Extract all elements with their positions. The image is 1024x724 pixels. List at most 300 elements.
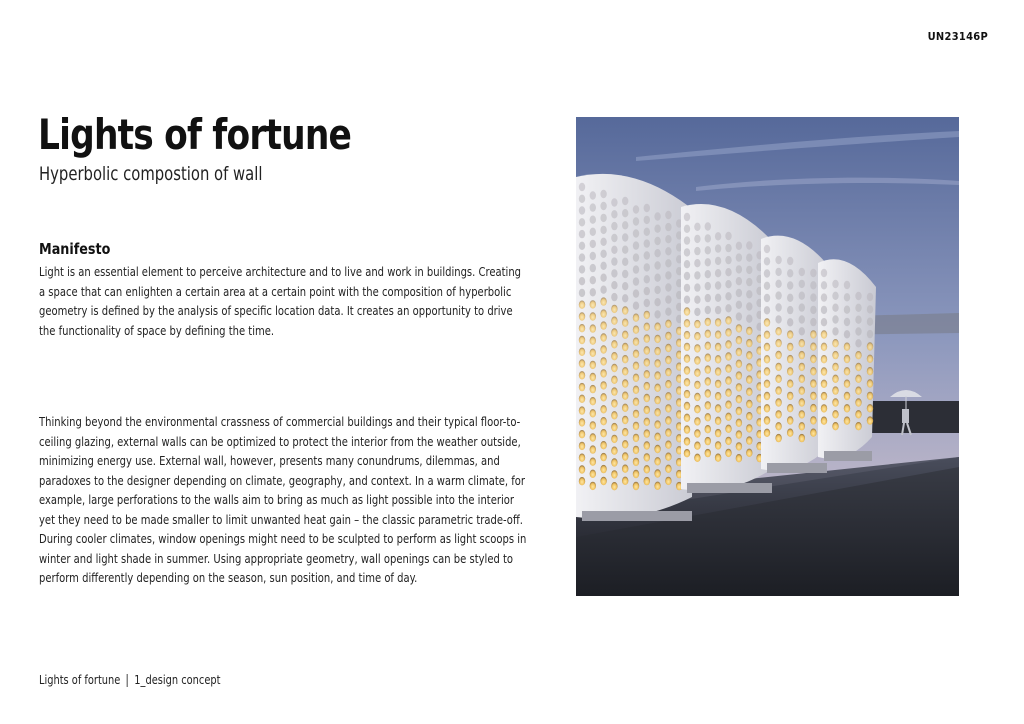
wall-base <box>767 463 827 473</box>
wall-perforation <box>764 367 770 375</box>
wall-perforation <box>775 327 781 335</box>
wall-perforation <box>579 465 585 473</box>
wall-perforation <box>633 314 639 322</box>
wall-perforation <box>654 347 660 355</box>
wall-perforation <box>684 296 690 304</box>
manifesto-paragraph-2: Thinking beyond the environmental crassness of commercial buildings and their typical floor-to-ceiling glazing, external walls can be optimized to protect the interior from the weather outside, minimizing energy use. External wall, however, presents many conundrums, dilemmas, and paradoxes to the designer depending on climate, geography, and context. In a warm climate, for example, large perforations to the walls aim to bring as much as light possible into the interior yet they need to be made smaller to limit unwanted heat gain – the classic parametric trade-off. During cooler climates, window openings might need to be sculpted to perform as light scoops in winter and light shade in summer. Using appropriate geometry, wall openings can be styled to perform differently depending on the season, sun position, and time of day. <box>39 414 527 585</box>
wall-perforation <box>611 447 617 455</box>
wall-perforation <box>810 306 816 314</box>
wall-perforation <box>705 342 711 350</box>
wall-perforation <box>600 238 606 246</box>
wall-perforation <box>715 281 721 289</box>
wall-perforation <box>764 416 770 424</box>
wall-perforation <box>746 449 752 457</box>
wall-perforation <box>855 375 861 383</box>
wall-perforation <box>644 477 650 485</box>
wall-perforation <box>694 393 700 401</box>
wall-perforation <box>705 282 711 290</box>
wall-perforation <box>590 397 596 405</box>
wall-perforation <box>787 318 793 326</box>
wall-perforation <box>844 355 850 363</box>
wall-perforation <box>705 425 711 433</box>
wall-perforation <box>684 355 690 363</box>
wall-perforation <box>810 367 816 375</box>
wall-perforation <box>665 441 671 449</box>
wall-perforation <box>821 404 827 412</box>
wall-perforation <box>579 324 585 332</box>
wall-perforation <box>684 366 690 374</box>
wall-perforation <box>775 280 781 288</box>
wall-perforation <box>644 406 650 414</box>
wall-perforation <box>579 418 585 426</box>
wall-perforation <box>787 392 793 400</box>
wall-perforation <box>746 424 752 432</box>
wall-perforation <box>622 197 628 205</box>
wall-perforation <box>590 337 596 345</box>
wall-perforation <box>611 210 617 218</box>
wall-perforation <box>799 434 805 442</box>
wall-perforation <box>775 398 781 406</box>
footer-section-name: 1_design concept <box>134 673 221 687</box>
wall-perforation <box>775 363 781 371</box>
wall-perforation <box>736 360 742 368</box>
wall-perforation <box>684 437 690 445</box>
wall-perforation <box>654 212 660 220</box>
wall-perforation <box>644 275 650 283</box>
wall-perforation <box>633 289 639 297</box>
wall-perforation <box>867 305 873 313</box>
wall-perforation <box>736 383 742 391</box>
wall-perforation <box>832 398 838 406</box>
wall-perforation <box>715 318 721 326</box>
wall-perforation <box>821 269 827 277</box>
wall-perforation <box>622 282 628 290</box>
wall-perforation <box>775 303 781 311</box>
wall-perforation <box>725 292 731 300</box>
wall-perforation <box>665 404 671 412</box>
wall-perforation <box>799 422 805 430</box>
wall-perforation <box>600 202 606 210</box>
wall-perforation <box>746 302 752 310</box>
wall-perforation <box>705 234 711 242</box>
wall-perforation <box>590 228 596 236</box>
wall-perforation <box>799 398 805 406</box>
wall-perforation <box>844 417 850 425</box>
wall-perforation <box>600 333 606 341</box>
wall-perforation <box>654 408 660 416</box>
wall-perforation <box>694 405 700 413</box>
wall-perforation <box>611 387 617 395</box>
wall-perforation <box>799 375 805 383</box>
wall-perforation <box>855 339 861 347</box>
wall-perforation <box>590 216 596 224</box>
wall-perforation <box>746 363 752 371</box>
wall-perforation <box>579 277 585 285</box>
wall-perforation <box>867 379 873 387</box>
wall-perforation <box>611 399 617 407</box>
wall-perforation <box>654 310 660 318</box>
wall-perforation <box>611 234 617 242</box>
wall-perforation <box>611 423 617 431</box>
wall-perforation <box>633 253 639 261</box>
wall-perforation <box>832 292 838 300</box>
wall-perforation <box>694 332 700 340</box>
wall-perforation <box>821 417 827 425</box>
wall-perforation <box>725 244 731 252</box>
wall-perforation <box>622 319 628 327</box>
wall-perforation <box>633 302 639 310</box>
wall-perforation <box>705 258 711 266</box>
wall-perforation <box>622 465 628 473</box>
wall-perforation <box>694 308 700 316</box>
wall-perforation <box>725 304 731 312</box>
wall-perforation <box>764 355 770 363</box>
wall-perforation <box>715 429 721 437</box>
wall-perforation <box>844 343 850 351</box>
wall-perforation <box>611 222 617 230</box>
wall-perforation <box>787 380 793 388</box>
wall-perforation <box>705 246 711 254</box>
wall-perforation <box>764 245 770 253</box>
wall-perforation <box>654 249 660 257</box>
wall-perforation <box>665 271 671 279</box>
wall-perforation <box>622 440 628 448</box>
wall-perforation <box>654 323 660 331</box>
wall-perforation <box>665 428 671 436</box>
wall-perforation <box>590 421 596 429</box>
wall-perforation <box>684 390 690 398</box>
wall-perforation <box>633 386 639 394</box>
wall-perforation <box>654 371 660 379</box>
wall-perforation <box>725 352 731 360</box>
wall-perforation <box>579 242 585 250</box>
wall-perforation <box>590 445 596 453</box>
wall-perforation <box>715 269 721 277</box>
wall-perforation <box>665 247 671 255</box>
wall-perforation <box>715 331 721 339</box>
wall-perforation <box>775 422 781 430</box>
wall-perforation <box>600 465 606 473</box>
wall-perforation <box>622 209 628 217</box>
wall-perforation <box>844 281 850 289</box>
wall-perforation <box>810 269 816 277</box>
wall-perforation <box>787 416 793 424</box>
wall-perforation <box>684 319 690 327</box>
wall-perforation <box>611 411 617 419</box>
wall-perforation <box>746 290 752 298</box>
wall-perforation <box>787 367 793 375</box>
wall-perforation <box>746 278 752 286</box>
wall-base <box>824 451 872 461</box>
wall-perforation <box>787 343 793 351</box>
wall-perforation <box>622 428 628 436</box>
wall-perforation <box>622 367 628 375</box>
wall-perforation <box>611 246 617 254</box>
wall-perforation <box>665 308 671 316</box>
wall-perforation <box>590 264 596 272</box>
wall-perforation <box>622 416 628 424</box>
wall-perforation <box>725 340 731 348</box>
wall-perforation <box>633 434 639 442</box>
footer-divider <box>127 674 128 687</box>
wall-perforation <box>799 351 805 359</box>
wall-perforation <box>821 330 827 338</box>
wall-perforation <box>799 387 805 395</box>
wall-perforation <box>855 351 861 359</box>
wall-perforation <box>654 482 660 490</box>
wall-perforation <box>611 352 617 360</box>
wall-perforation <box>810 404 816 412</box>
wall-perforation <box>633 446 639 454</box>
page-subtitle: Hyperbolic compostion of wall <box>39 163 263 185</box>
wall-perforation <box>736 336 742 344</box>
wall-perforation <box>665 283 671 291</box>
wall-perforation <box>611 293 617 301</box>
wall-perforation <box>810 379 816 387</box>
wall-perforation <box>736 371 742 379</box>
wall-perforation <box>633 398 639 406</box>
wall-perforation <box>633 350 639 358</box>
wall-perforation <box>725 268 731 276</box>
wall-perforation <box>665 235 671 243</box>
wall-perforation <box>821 293 827 301</box>
wall-perforation <box>810 429 816 437</box>
wall-perforation <box>705 401 711 409</box>
wall-perforation <box>799 315 805 323</box>
wall-perforation <box>821 281 827 289</box>
wall-perforation <box>775 351 781 359</box>
wall-perforation <box>694 454 700 462</box>
wall-perforation <box>725 449 731 457</box>
wall-perforation <box>725 280 731 288</box>
wall-perforation <box>715 232 721 240</box>
wall-perforation <box>855 363 861 371</box>
wall-perforation <box>611 482 617 490</box>
wall-perforation <box>705 449 711 457</box>
wall-perforation <box>590 458 596 466</box>
wall-perforation <box>622 343 628 351</box>
wall-perforation <box>590 324 596 332</box>
wall-perforation <box>600 286 606 294</box>
wall-perforation <box>684 378 690 386</box>
wall-perforation <box>775 268 781 276</box>
wall-perforation <box>844 367 850 375</box>
wall-perforation <box>611 269 617 277</box>
wall-perforation <box>600 309 606 317</box>
wall-perforation <box>665 259 671 267</box>
wall-perforation <box>684 225 690 233</box>
wall-perforation <box>644 453 650 461</box>
wall-perforation <box>844 404 850 412</box>
wall-perforation <box>736 301 742 309</box>
wall-perforation <box>600 321 606 329</box>
wall-perforation <box>665 392 671 400</box>
wall-perforation <box>644 251 650 259</box>
wall-perforation <box>746 388 752 396</box>
wall-perforation <box>654 457 660 465</box>
wall-perforation <box>622 270 628 278</box>
wall-perforation <box>633 362 639 370</box>
wall-perforation <box>579 183 585 191</box>
wall-perforation <box>644 299 650 307</box>
hero-rendering-image <box>576 117 959 596</box>
wall-perforation <box>633 265 639 273</box>
wall-perforation <box>590 482 596 490</box>
wall-perforation <box>715 244 721 252</box>
wall-perforation <box>579 218 585 226</box>
wall-perforation <box>787 257 793 265</box>
wall-perforation <box>694 356 700 364</box>
wall-perforation <box>855 316 861 324</box>
wall-perforation <box>694 369 700 377</box>
wall-perforation <box>644 311 650 319</box>
wall-perforation <box>579 454 585 462</box>
wall-perforation <box>810 355 816 363</box>
page-title: Lights of fortune <box>38 110 352 159</box>
wall-perforation <box>579 301 585 309</box>
wall-perforation <box>725 401 731 409</box>
wall-perforation <box>622 355 628 363</box>
wall-perforation <box>684 213 690 221</box>
wall-perforation <box>736 312 742 320</box>
wall-perforation <box>665 320 671 328</box>
wall-perforation <box>715 417 721 425</box>
wall-perforation <box>654 469 660 477</box>
wall-perforation <box>715 380 721 388</box>
wall-perforation <box>844 318 850 326</box>
wall-perforation <box>579 430 585 438</box>
wall-perforation <box>590 252 596 260</box>
wall-perforation <box>611 305 617 313</box>
wall-perforation <box>579 253 585 261</box>
wall-perforation <box>867 330 873 338</box>
wall-perforation <box>832 422 838 430</box>
wall-perforation <box>736 395 742 403</box>
wall-perforation <box>736 430 742 438</box>
wall-perforation <box>644 334 650 342</box>
wall-perforation <box>622 331 628 339</box>
wall-perforation <box>633 470 639 478</box>
wall-perforation <box>832 410 838 418</box>
wall-perforation <box>746 315 752 323</box>
project-code: UN23146P <box>927 30 988 43</box>
wall-perforation <box>611 198 617 206</box>
wall-perforation <box>705 389 711 397</box>
wall-perforation <box>725 425 731 433</box>
wall-perforation <box>684 248 690 256</box>
wall-perforation <box>764 294 770 302</box>
wall-base <box>687 483 772 493</box>
wall-perforation <box>600 190 606 198</box>
wall-perforation <box>855 410 861 418</box>
wall-perforation <box>855 292 861 300</box>
wall-perforation <box>600 345 606 353</box>
wall-perforation <box>736 289 742 297</box>
wall-perforation <box>832 375 838 383</box>
wall-perforation <box>622 404 628 412</box>
wall-perforation <box>684 260 690 268</box>
wall-perforation <box>715 392 721 400</box>
wall-perforation <box>579 230 585 238</box>
wall-perforation <box>633 205 639 213</box>
wall-base <box>582 511 692 521</box>
wall-perforation <box>764 404 770 412</box>
wall-perforation <box>590 373 596 381</box>
wall-perforation <box>705 318 711 326</box>
wall-perforation <box>746 412 752 420</box>
wall-perforation <box>633 338 639 346</box>
wall-perforation <box>654 359 660 367</box>
wall-perforation <box>705 437 711 445</box>
wall-perforation <box>810 343 816 351</box>
wall-perforation <box>590 361 596 369</box>
wall-perforation <box>684 284 690 292</box>
wall-perforation <box>736 407 742 415</box>
wall-perforation <box>736 277 742 285</box>
wall-perforation <box>799 268 805 276</box>
wall-perforation <box>644 346 650 354</box>
wall-perforation <box>694 247 700 255</box>
wall-perforation <box>684 414 690 422</box>
wall-perforation <box>832 327 838 335</box>
manifesto-paragraph-1: Light is an essential element to perceive architecture and to live and work in buildings. Creating a space that can enlighten a certain area at a certain point with the composition of hyperbolic geometry is defined by the analysis of specific location data. It creates an opportunity to drive the functionality of space by defining the time. <box>39 264 522 338</box>
wall-perforation <box>787 330 793 338</box>
wall-perforation <box>764 257 770 265</box>
wall-perforation <box>705 365 711 373</box>
wall-perforation <box>665 416 671 424</box>
wall-perforation <box>867 355 873 363</box>
wall-perforation <box>622 477 628 485</box>
wall-perforation <box>832 386 838 394</box>
wall-perforation <box>799 339 805 347</box>
wall-perforation <box>764 306 770 314</box>
wall-perforation <box>725 437 731 445</box>
wall-perforation <box>694 259 700 267</box>
wall-perforation <box>810 416 816 424</box>
wall-perforation <box>622 306 628 314</box>
wall-perforation <box>746 339 752 347</box>
wall-perforation <box>600 453 606 461</box>
wall-perforation <box>844 330 850 338</box>
wall-perforation <box>810 330 816 338</box>
wall-perforation <box>810 281 816 289</box>
wall-perforation <box>579 395 585 403</box>
wall-perforation <box>725 413 731 421</box>
wall-perforation <box>775 256 781 264</box>
wall-perforation <box>665 223 671 231</box>
wall-perforation <box>654 335 660 343</box>
wall-perforation <box>654 298 660 306</box>
wall-perforation <box>644 287 650 295</box>
wall-perforation <box>746 351 752 359</box>
wall-perforation <box>821 355 827 363</box>
wall-perforation <box>694 271 700 279</box>
wall-perforation <box>799 303 805 311</box>
wall-perforation <box>787 294 793 302</box>
wall-perforation <box>644 465 650 473</box>
wall-perforation <box>665 380 671 388</box>
wall-perforation <box>705 222 711 230</box>
wall-perforation <box>633 217 639 225</box>
wall-perforation <box>579 348 585 356</box>
wall-perforation <box>775 339 781 347</box>
wall-perforation <box>611 376 617 384</box>
wall-perforation <box>600 441 606 449</box>
wall-perforation <box>590 276 596 284</box>
wall-perforation <box>611 470 617 478</box>
wall-perforation <box>867 367 873 375</box>
wall-perforation <box>694 381 700 389</box>
